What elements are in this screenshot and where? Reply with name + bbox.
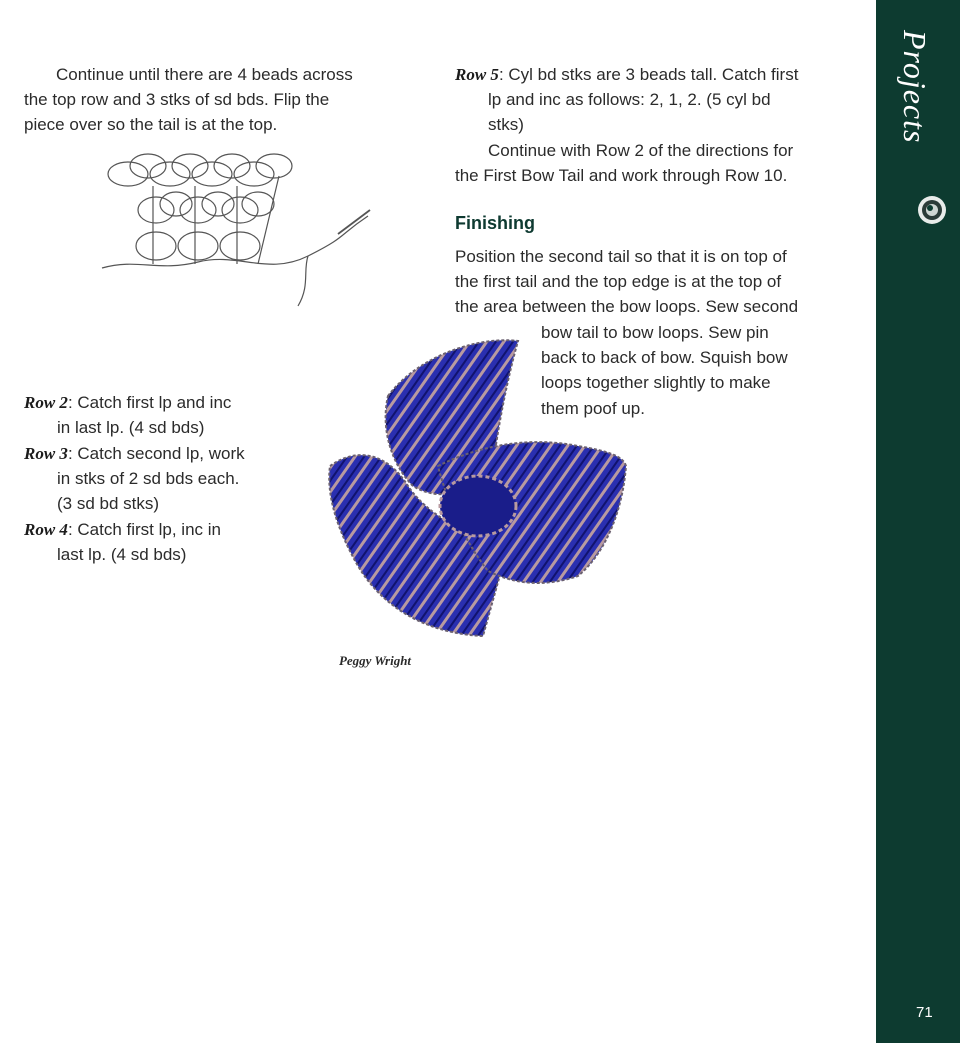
row-5-text: : Cyl bd stks are 3 beads tall. Catch first bbox=[498, 65, 799, 84]
thread-diagram bbox=[98, 146, 378, 311]
row-3-text: : Catch second lp, work bbox=[67, 444, 245, 463]
photo-caption: Peggy Wright bbox=[338, 653, 412, 668]
row-3-text-cont-1: in stks of 2 sd bds each. bbox=[57, 469, 240, 488]
row-3-text-cont-2: (3 sd bd stks) bbox=[57, 494, 160, 513]
intro-line-1: Continue until there are 4 beads across bbox=[56, 65, 353, 84]
beaded-bow-photo bbox=[318, 336, 630, 646]
finishing-line-5: back to back of bow. Squish bow bbox=[541, 348, 788, 367]
page-number: 71 bbox=[916, 1004, 933, 1021]
finishing-line-6: loops together slightly to make bbox=[541, 373, 771, 392]
finishing-line-3: the area between the bow loops. Sew second bbox=[455, 297, 799, 316]
row-5-text-cont-2: stks) bbox=[488, 115, 524, 134]
row-2-text-cont: in last lp. (4 sd bds) bbox=[57, 418, 205, 437]
finishing-heading: Finishing bbox=[455, 213, 535, 233]
sidebar-title: Projects bbox=[897, 30, 933, 144]
chapter-sidebar bbox=[876, 0, 960, 1043]
intro-line-2: the top row and 3 stks of sd bds. Flip the bbox=[24, 90, 330, 109]
finishing-line-7: them poof up. bbox=[541, 399, 645, 418]
intro-line-3: piece over so the tail is at the top. bbox=[24, 115, 278, 134]
row-2-label: Row 2 bbox=[24, 393, 68, 412]
finishing-line-1: Position the second tail so that it is on top of bbox=[455, 247, 787, 266]
spiral-bead-icon bbox=[916, 194, 948, 226]
row-4-text: : Catch first lp, inc in bbox=[67, 520, 221, 539]
row-3-label: Row 3 bbox=[24, 444, 68, 463]
row-4-text-cont: last lp. (4 sd bds) bbox=[57, 545, 187, 564]
row-2-text: : Catch first lp and inc bbox=[67, 393, 232, 412]
row-5-text-cont-1: lp and inc as follows: 2, 1, 2. (5 cyl bd bbox=[488, 90, 771, 109]
row-5-label: Row 5 bbox=[455, 65, 499, 84]
finishing-line-4: bow tail to bow loops. Sew pin bbox=[541, 323, 769, 342]
continue-line-2: the First Bow Tail and work through Row 10. bbox=[455, 166, 788, 185]
continue-line-1: Continue with Row 2 of the directions for bbox=[488, 141, 794, 160]
finishing-line-2: the first tail and the top edge is at the top of bbox=[455, 272, 782, 291]
row-4-label: Row 4 bbox=[24, 520, 68, 539]
